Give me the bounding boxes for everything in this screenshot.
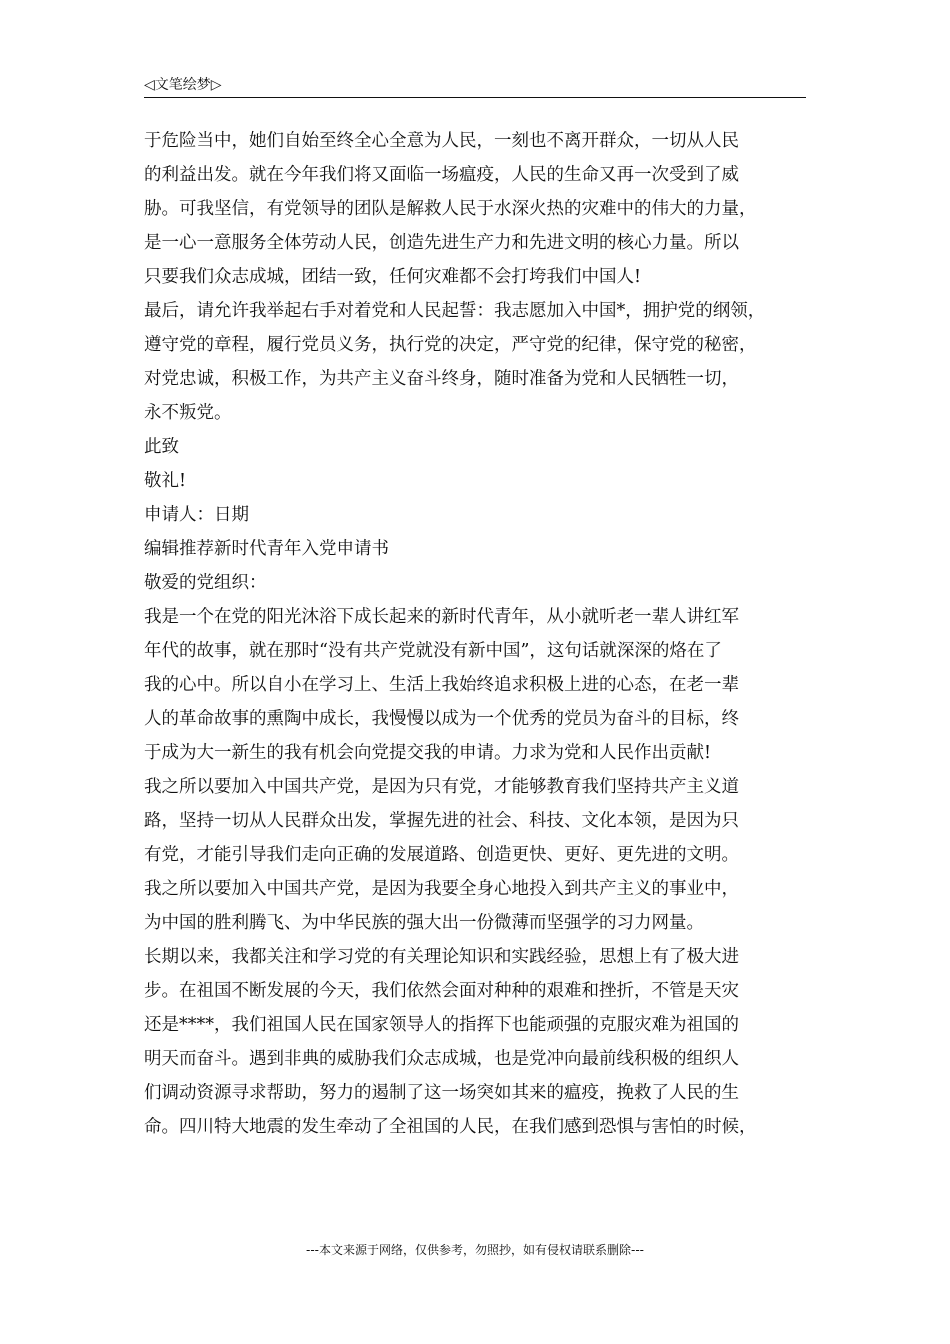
text-line: 对党忠诚，积极工作，为共产主义奋斗终身，随时准备为党和人民牺牲一切， bbox=[144, 369, 739, 389]
text-line: 敬爱的党组织： bbox=[144, 573, 267, 593]
text-line: 是一心一意服务全体劳动人民，创造先进生产力和先进文明的核心力量。所以 bbox=[144, 233, 739, 253]
header-title: ◁文笔绘梦▷ bbox=[144, 77, 222, 93]
text-line: 永不叛党。 bbox=[144, 403, 232, 423]
text-line: 步。在祖国不断发展的今天，我们依然会面对种种的艰难和挫折，不管是天灾 bbox=[144, 981, 739, 1001]
text-line: 最后，请允许我举起右手对着党和人民起誓：我志愿加入中国*，拥护党的纲领， bbox=[144, 301, 766, 321]
text-line: 我的心中。所以自小在学习上、生活上我始终追求积极上进的心态，在老一辈 bbox=[144, 675, 739, 695]
text-line: 我是一个在党的阳光沐浴下成长起来的新时代青年，从小就听老一辈人讲红军 bbox=[144, 607, 739, 627]
text-line: 们调动资源寻求帮助，努力的遏制了这一场突如其来的瘟疫，挽救了人民的生 bbox=[144, 1083, 739, 1103]
text-line: 人的革命故事的熏陶中成长，我慢慢以成为一个优秀的党员为奋斗的目标，终 bbox=[144, 709, 739, 729]
page-header bbox=[144, 76, 806, 98]
text-line: 有党，才能引导我们走向正确的发展道路、创造更快、更好、更先进的文明。 bbox=[144, 845, 739, 865]
text-line: 此致 bbox=[144, 437, 179, 457]
text-line: 敬礼! bbox=[144, 471, 187, 491]
text-line: 为中国的胜利腾飞、为中华民族的强大出一份微薄而坚强学的习力网量。 bbox=[144, 913, 704, 933]
document-body bbox=[144, 124, 816, 1144]
text-line: 明天而奋斗。遇到非典的威胁我们众志成城，也是党冲向最前线积极的组织人 bbox=[144, 1049, 739, 1069]
text-line: 遵守党的章程，履行党员义务，执行党的决定，严守党的纪律，保守党的秘密， bbox=[144, 335, 757, 355]
text-line: 胁。可我坚信，有党领导的团队是解救人民于水深火热的灾难中的伟大的力量， bbox=[144, 199, 757, 219]
text-line: 命。四川特大地震的发生牵动了全祖国的人民，在我们感到恐惧与害怕的时候， bbox=[144, 1117, 757, 1137]
text-line: 路，坚持一切从人民群众出发，掌握先进的社会、科技、文化本领，是因为只 bbox=[144, 811, 739, 831]
text-line: 长期以来，我都关注和学习党的有关理论知识和实践经验，思想上有了极大进 bbox=[144, 947, 739, 967]
text-line: 于成为大一新生的我有机会向党提交我的申请。力求为党和人民作出贡献! bbox=[144, 743, 712, 763]
text-line: 年代的故事，就在那时“没有共产党就没有新中国”，这句话就深深的烙在了 bbox=[144, 641, 722, 661]
text-line: 的利益出发。就在今年我们将又面临一场瘟疫，人民的生命又再一次受到了威 bbox=[144, 165, 739, 185]
header-divider bbox=[144, 97, 806, 98]
text-line: 编辑推荐新时代青年入党申请书 bbox=[144, 539, 389, 559]
text-line: 申请人：日期 bbox=[144, 505, 249, 525]
text-line: 我之所以要加入中国共产党，是因为只有党，才能够教育我们坚持共产主义道 bbox=[144, 777, 739, 797]
page-footer: ---本文来源于网络，仅供参考，勿照抄，如有侵权请联系删除--- bbox=[306, 1243, 644, 1257]
text-line: 只要我们众志成城，团结一致，任何灾难都不会打垮我们中国人! bbox=[144, 267, 642, 287]
text-line: 还是****，我们祖国人民在国家领导人的指挥下也能顽强的克服灾难为祖国的 bbox=[144, 1015, 739, 1035]
text-line: 我之所以要加入中国共产党，是因为我要全身心地投入到共产主义的事业中， bbox=[144, 879, 739, 899]
text-line: 于危险当中，她们自始至终全心全意为人民，一刻也不离开群众，一切从人民 bbox=[144, 131, 739, 151]
